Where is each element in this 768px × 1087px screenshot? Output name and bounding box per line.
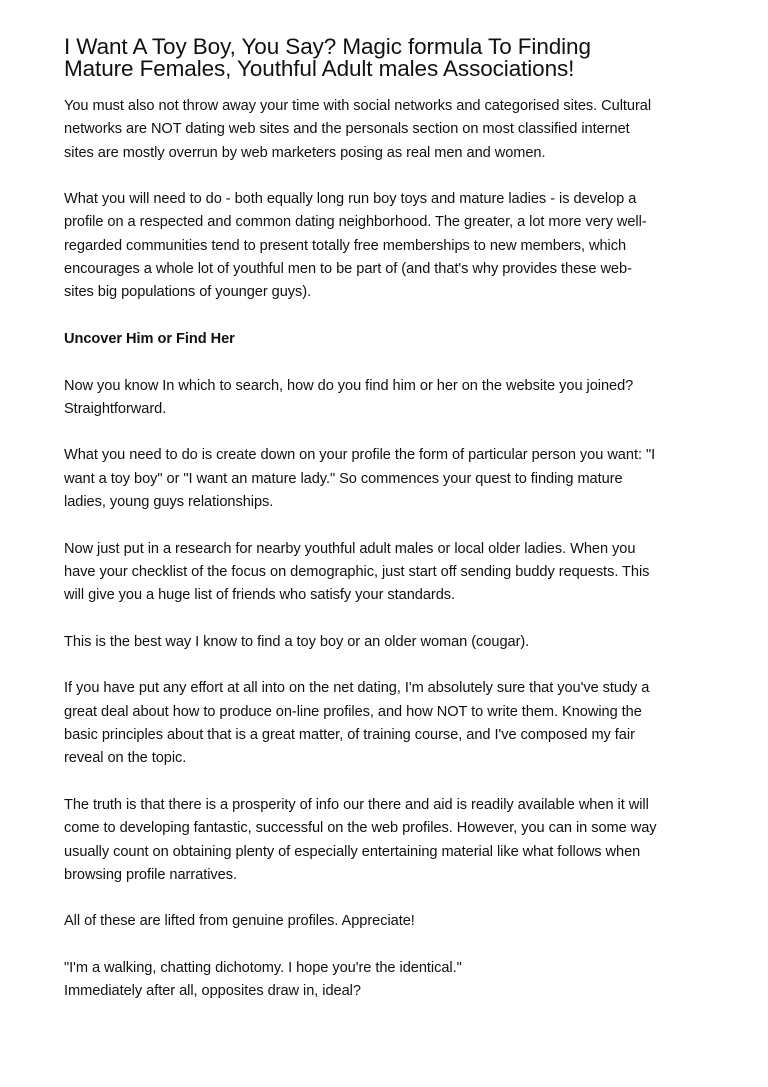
text-line: usually count on obtaining plenty of especially entertaining material like what follows when <box>64 843 641 860</box>
text-line: come to developing fantastic, successful on the web profiles. However, you can in some way <box>64 820 657 837</box>
text-line: All of these are lifted from genuine profiles. Appreciate! <box>64 913 415 930</box>
text-line: reveal on the topic. <box>64 750 187 767</box>
text-line: sites are mostly overrun by web marketers posing as real men and women. <box>64 144 546 161</box>
paragraph <box>64 677 704 770</box>
document-body <box>64 95 704 1004</box>
title-line: I Want A Toy Boy, You Say? Magic formula To Finding <box>64 34 591 59</box>
text-line: This is the best way I know to find a toy boy or an older woman (cougar). <box>64 633 530 650</box>
text-line: Straightforward. <box>64 400 167 417</box>
text-line: great deal about how to produce on-line profiles, and how NOT to write them. Knowing the <box>64 703 642 720</box>
text-line: sites big populations of younger guys). <box>64 284 312 301</box>
spacer <box>64 934 704 957</box>
text-line: encourages a whole lot of youthful men to be part of (and that's why provides these web- <box>64 261 632 278</box>
text-line: networks are NOT dating web sites and the personals section on most classified internet <box>64 121 630 138</box>
paragraph <box>64 375 704 422</box>
paragraph <box>64 957 704 1004</box>
text-line: The truth is that there is a prosperity of info our there and aid is readily available when it will <box>64 796 649 813</box>
paragraph <box>64 538 704 608</box>
text-line: Uncover Him or Find Her <box>64 330 235 347</box>
paragraph <box>64 794 704 887</box>
spacer <box>64 421 704 444</box>
spacer <box>64 887 704 910</box>
document-title <box>64 36 704 80</box>
paragraph <box>64 95 704 165</box>
paragraph <box>64 188 704 304</box>
text-line: Now just put in a research for nearby youthful adult males or local older ladies. When you <box>64 540 636 557</box>
text-line: Immediately after all, opposites draw in, ideal? <box>64 983 361 1000</box>
spacer <box>64 514 704 537</box>
spacer <box>64 80 704 95</box>
paragraph <box>64 444 704 514</box>
paragraph <box>64 631 704 654</box>
text-line: browsing profile narratives. <box>64 866 237 883</box>
paragraph <box>64 910 704 933</box>
spacer <box>64 165 704 188</box>
text-line: will give you a huge list of friends who satisfy your standards. <box>64 587 456 604</box>
spacer <box>64 305 704 328</box>
text-line: want a toy boy" or "I want an mature lady." So commences your quest to finding mature <box>64 470 623 487</box>
section-heading <box>64 328 704 351</box>
spacer <box>64 771 704 794</box>
text-line: profile on a respected and common dating neighborhood. The greater, a lot more very well- <box>64 214 647 231</box>
spacer <box>64 608 704 631</box>
text-line: regarded communities tend to present totally free memberships to new members, which <box>64 237 627 254</box>
document-page <box>64 36 704 1004</box>
text-line: basic principles about that is a great matter, of training course, and I've composed my fair <box>64 727 635 744</box>
title-line: Mature Females, Youthful Adult males Associations! <box>64 56 575 81</box>
text-line: Now you know In which to search, how do you find him or her on the website you joined? <box>64 377 634 394</box>
text-line: You must also not throw away your time with social networks and categorised sites. Cultural <box>64 98 652 114</box>
text-line: What you need to do is create down on your profile the form of particular person you want: "I <box>64 447 656 464</box>
text-line: ladies, young guys relationships. <box>64 494 274 511</box>
text-line: What you will need to do - both equally long run boy toys and mature ladies - is develop a <box>64 191 637 208</box>
spacer <box>64 351 704 374</box>
text-line: have your checklist of the focus on demographic, just start off sending buddy requests. This <box>64 563 650 580</box>
text-line: "I'm a walking, chatting dichotomy. I hope you're the identical." <box>64 959 462 976</box>
spacer <box>64 654 704 677</box>
text-line: If you have put any effort at all into on the net dating, I'm absolutely sure that you've study a <box>64 680 650 697</box>
